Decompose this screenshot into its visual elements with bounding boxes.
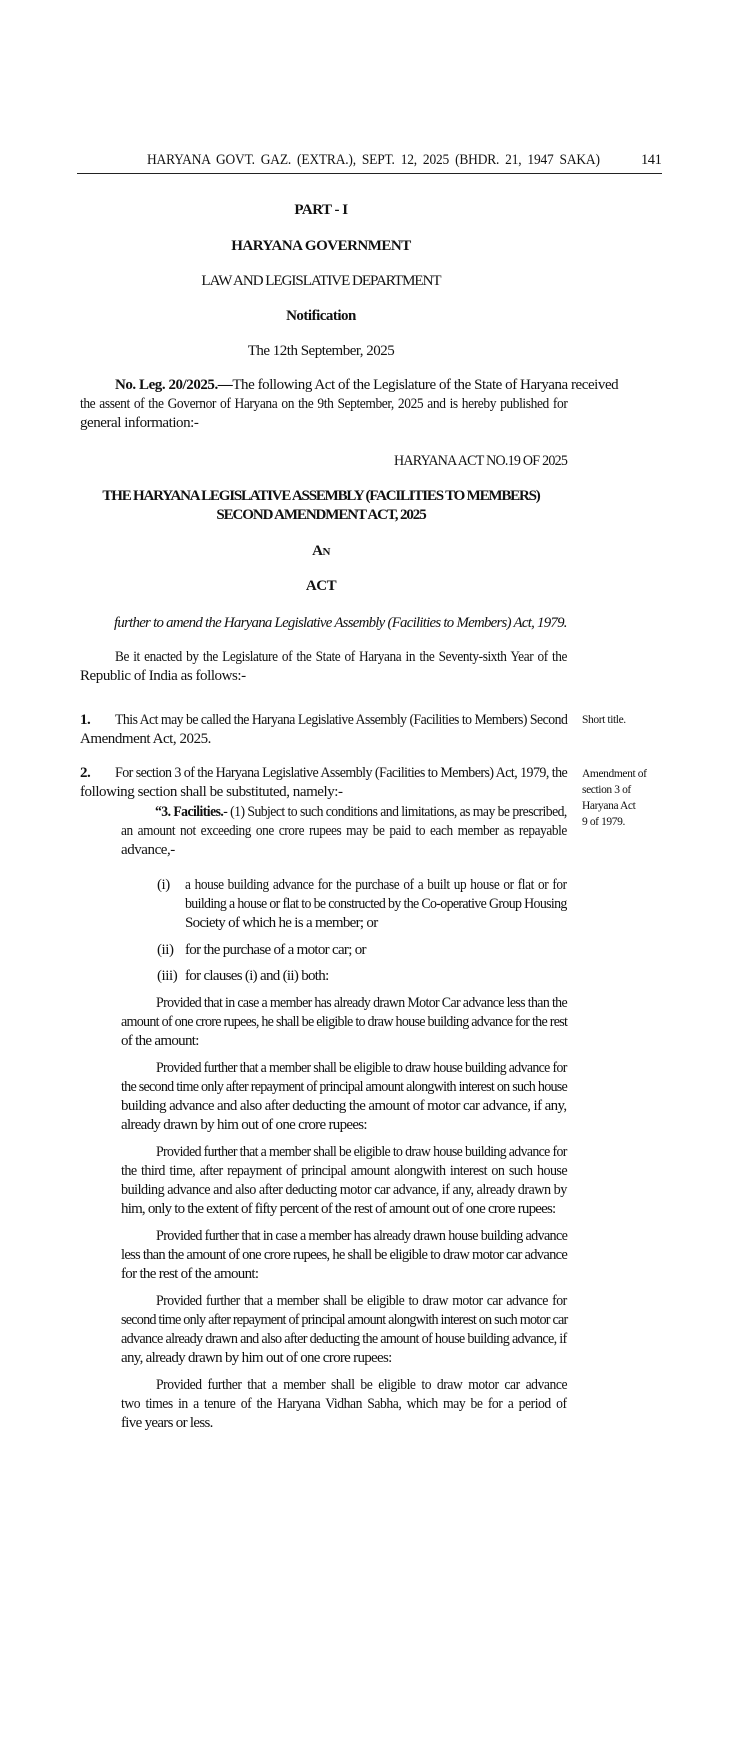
proviso-2-line-2: the second time only after repayment of principal amount alongwith interest on such house: [121, 1079, 568, 1095]
notice-text-1: The following Act of the Legislature of the State of Haryana received: [232, 377, 619, 393]
act-heading-text: ACT: [305, 578, 337, 594]
notification-heading: [0, 307, 686, 325]
proviso-3-line-4: him, only to the extent of fifty percent of the rest of amount out of one crore rupees:: [121, 1201, 556, 1217]
proviso-5-line-1: Provided further that a member shall be eligible to draw motor car advance for: [156, 1293, 567, 1309]
section-1-number: 1.: [80, 712, 91, 728]
margin-note-short-title: Short title.: [582, 714, 626, 726]
proviso-5-line-4: any, already drawn by him out of one crore rupees:: [121, 1350, 392, 1366]
long-title: further to amend the Haryana Legislative Assembly (Facilities to Members) Act, 1979.: [114, 615, 567, 631]
department-heading-text: LAW AND LEGISLATIVE DEPARTMENT: [201, 273, 441, 289]
notification-heading-text: Notification: [286, 308, 356, 324]
margin-note-line: section 3 of: [582, 784, 631, 796]
section-2-line-2: following section shall be substituted, namely:-: [80, 784, 343, 800]
part-heading-text: PART - I: [294, 202, 348, 218]
proviso-3-line-1: Provided further that a member shall be eligible to draw house building advance for: [156, 1144, 567, 1160]
clause-ii-line-1: for the purchase of a motor car; or: [185, 942, 366, 958]
notice-line-3: general information:-: [80, 415, 199, 431]
facilities-line-2: an amount not exceeding one crore rupees may be paid to each member as repayable: [121, 823, 567, 839]
clause-i-label: (i): [157, 877, 170, 893]
notice-number: No. Leg. 20/2025.—: [115, 377, 233, 393]
notice-line-1: [115, 376, 619, 394]
proviso-3-line-2: the third time, after repayment of principal amount alongwith interest on such house: [121, 1163, 568, 1179]
enacting-line-2: Republic of India as follows:-: [80, 668, 246, 684]
margin-note-line: Haryana Act: [582, 800, 636, 812]
proviso-2-line-3: building advance and also after deducting the amount of motor car advance, if any,: [121, 1098, 567, 1114]
act-title-line-1-text: THE HARYANA LEGISLATIVE ASSEMBLY (FACILITIES TO MEMBERS): [102, 488, 540, 504]
page-number: 141: [641, 152, 662, 168]
facilities-line-1: [155, 803, 567, 821]
section-2-number: 2.: [80, 765, 91, 781]
section-1-line-2: Amendment Act, 2025.: [80, 731, 211, 747]
clause-i-line-3: Society of which he is a member; or: [185, 915, 378, 931]
proviso-4-line-3: for the rest of the amount:: [121, 1266, 259, 1282]
notice-line-2: the assent of the Governor of Haryana on the 9th September, 2025 and is hereby published for: [80, 396, 568, 412]
facilities-line-3: advance,-: [121, 842, 175, 858]
proviso-1-line-1: Provided that in case a member has already drawn Motor Car advance less than the: [156, 995, 568, 1011]
enacting-line-1: Be it enacted by the Legislature of the State of Haryana in the Seventy-sixth Year of the: [115, 649, 568, 665]
act-heading: [0, 577, 686, 595]
notification-date: [0, 342, 686, 360]
an-first-letter: A: [312, 543, 323, 559]
clause-ii-label: (ii): [157, 942, 174, 958]
header-rule: [77, 173, 662, 174]
margin-note-line: Amendment of: [582, 768, 647, 780]
act-number: HARYANA ACT NO.19 OF 2025: [394, 453, 568, 469]
proviso-2-line-4: already drawn by him out of one crore rupees:: [121, 1117, 367, 1133]
an-heading: [0, 542, 686, 561]
act-title-line-2-text: SECOND AMENDMENT ACT, 2025: [216, 507, 426, 523]
clause-iii-line-1: for clauses (i) and (ii) both:: [185, 968, 329, 984]
proviso-4-line-1: Provided further that in case a member has already drawn house building advance: [156, 1228, 568, 1244]
an-small-caps: N: [322, 546, 330, 558]
clause-iii-label: (iii): [157, 968, 178, 984]
proviso-1-line-2: amount of one crore rupees, he shall be eligible to draw house building advance for the rest: [121, 1014, 568, 1030]
clause-i-line-2: building a house or flat to be constructed by the Co-operative Group Housing: [185, 896, 567, 912]
section-1-line-1: This Act may be called the Haryana Legislative Assembly (Facilities to Members) Second: [115, 712, 568, 728]
section-2-line-1: For section 3 of the Haryana Legislative Assembly (Facilities to Members) Act, 1979, the: [115, 765, 568, 781]
notification-date-text: The 12th September, 2025: [247, 343, 395, 359]
government-heading: [0, 237, 686, 255]
proviso-6-line-3: five years or less.: [121, 1415, 213, 1431]
proviso-2-line-1: Provided further that a member shall be eligible to draw house building advance for: [156, 1060, 567, 1076]
proviso-6-line-1: Provided further that a member shall be eligible to draw motor car advance: [156, 1377, 568, 1393]
proviso-5-line-3: advance already drawn and also after deducting the amount of house building advance, if: [121, 1331, 567, 1347]
proviso-4-line-2: less than the amount of one crore rupees, he shall be eligible to draw motor car advance: [121, 1247, 568, 1263]
act-title-line-2: [0, 506, 686, 524]
margin-note-amendment: [582, 766, 647, 830]
an-heading-text: [312, 542, 330, 561]
facilities-heading: “3. Facilities.: [155, 804, 224, 820]
act-title-line-1: [0, 487, 686, 505]
facilities-text-1: - (1) Subject to such conditions and limitations, as may be prescribed,: [223, 804, 567, 820]
margin-note-line: 9 of 1979.: [582, 816, 625, 828]
government-heading-text: HARYANA GOVERNMENT: [231, 238, 411, 254]
proviso-5-line-2: second time only after repayment of principal amount alongwith interest on such motor car: [121, 1312, 568, 1328]
running-header: HARYANA GOVT. GAZ. (EXTRA.), SEPT. 12, 2025 (BHDR. 21, 1947 SAKA): [147, 152, 600, 168]
proviso-6-line-2: two times in a tenure of the Haryana Vidhan Sabha, which may be for a period of: [121, 1396, 567, 1412]
proviso-1-line-3: of the amount:: [121, 1033, 199, 1049]
part-heading: [0, 201, 686, 219]
department-heading: [0, 272, 686, 290]
proviso-3-line-3: building advance and also after deducting motor car advance, if any, already drawn by: [121, 1182, 567, 1198]
clause-i-line-1: a house building advance for the purchase of a built up house or flat or for: [185, 877, 567, 893]
